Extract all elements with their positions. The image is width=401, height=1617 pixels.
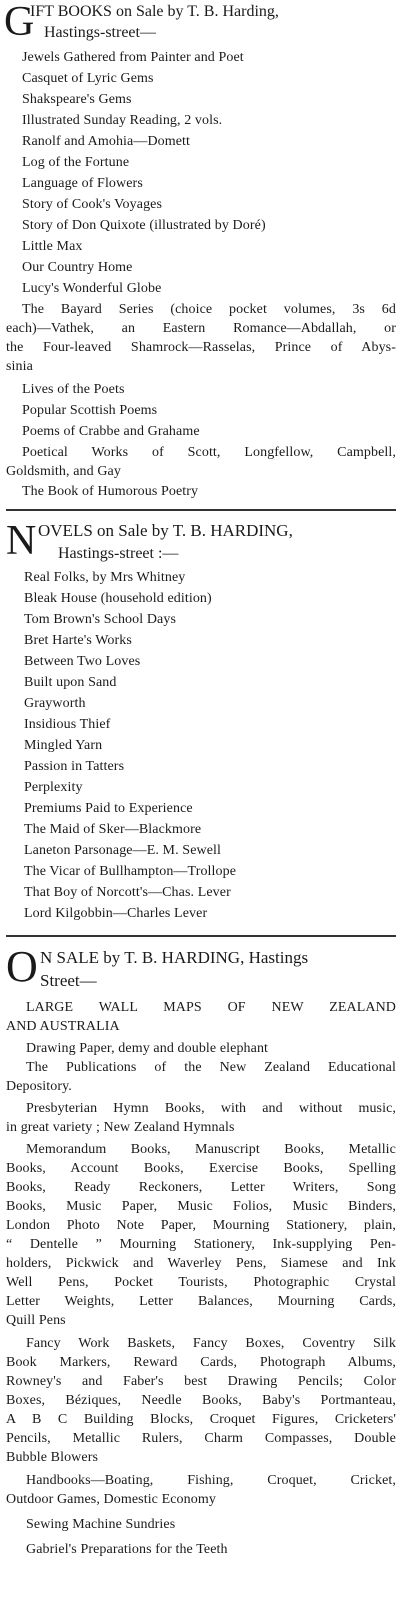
list-item: Premiums Paid to Experience <box>24 801 193 816</box>
paragraph-line: Books, Account Books, Exercise Books, Spelling <box>6 1161 396 1176</box>
paragraph-line: Presbyterian Hymn Books, with and without music, <box>26 1101 396 1116</box>
paragraph-line: Outdoor Games, Domestic Economy <box>6 1492 216 1507</box>
paragraph-line: LARGE WALL MAPS OF NEW ZEALAND <box>26 1000 396 1015</box>
paragraph-line: Depository. <box>6 1079 72 1094</box>
drop-cap: N <box>6 518 37 564</box>
list-item: Mingled Yarn <box>24 738 103 753</box>
list-item: Lord Kilgobbin—Charles Lever <box>24 906 208 921</box>
paragraph-line: Boxes, Béziques, Needle Books, Baby's Portmanteau, <box>6 1393 396 1408</box>
paragraph-line: Well Pens, Pocket Tourists, Photographic Crystal <box>6 1275 396 1290</box>
list-item: Ranolf and Amohia—Domett <box>22 134 191 149</box>
paragraph-line: The Bayard Series (choice pocket volumes, 3s 6d <box>22 302 396 317</box>
list-item: Between Two Loves <box>24 654 141 669</box>
paragraph-line: Books, Music Paper, Music Folios, Music Binders, <box>6 1199 396 1214</box>
stationery-advert <box>0 943 401 1617</box>
list-item: Casquet of Lyric Gems <box>22 71 154 86</box>
list-item: Lives of the Poets <box>22 382 125 397</box>
list-item: Tom Brown's School Days <box>24 612 177 627</box>
paragraph-line: Quill Pens <box>6 1313 66 1328</box>
list-item: Popular Scottish Poems <box>22 403 158 418</box>
paragraph-line: in great variety ; New Zealand Hymnals <box>6 1120 235 1135</box>
advert-heading: N SALE by T. B. HARDING, Hastings <box>40 948 309 967</box>
list-item: Illustrated Sunday Reading, 2 vols. <box>22 113 223 128</box>
list-item: The Book of Humorous Poetry <box>22 484 199 499</box>
paragraph-line: Rowney's and Faber's best Drawing Pencils; Color <box>6 1374 396 1389</box>
advert-subheading: Hastings-street :— <box>58 545 179 562</box>
list-item: Poems of Crabbe and Grahame <box>22 424 200 439</box>
paragraph-line: Memorandum Books, Manuscript Books, Metallic <box>26 1142 396 1157</box>
list-item: Log of the Fortune <box>22 155 130 170</box>
paragraph-line: Book Markers, Reward Cards, Photograph Albums, <box>6 1355 396 1370</box>
paragraph-line: sinia <box>6 359 33 374</box>
paragraph-line: Books, Ready Reckoners, Letter Writers, Song <box>6 1180 396 1195</box>
list-item: Shakspeare's Gems <box>22 92 132 107</box>
list-item: Little Max <box>22 239 83 254</box>
drop-cap: G <box>4 0 35 45</box>
paragraph-line: Letter Weights, Letter Balances, Mourning Cards, <box>6 1294 396 1309</box>
advert-heading: OVELS on Sale by T. B. HARDING, <box>38 521 293 540</box>
paragraph-line: Goldsmith, and Gay <box>6 464 121 479</box>
paragraph-line: Poetical Works of Scott, Longfellow, Campbell, <box>22 445 396 460</box>
paragraph-line: Fancy Work Baskets, Fancy Boxes, Coventry Silk <box>26 1336 396 1351</box>
advert-subheading: Street— <box>40 971 97 990</box>
novels-advert <box>0 515 401 921</box>
advert-subheading: Hastings-street— <box>44 24 156 41</box>
list-item: The Vicar of Bullhampton—Trollope <box>24 864 237 879</box>
list-item: That Boy of Norcott's—Chas. Lever <box>24 885 231 900</box>
paragraph-line: Handbooks—Boating, Fishing, Croquet, Cricket, <box>26 1473 396 1488</box>
list-item: Bleak House (household edition) <box>24 591 212 606</box>
list-item: Lucy's Wonderful Globe <box>22 281 162 296</box>
advert-heading: IFT BOOKS on Sale by T. B. Harding, <box>30 3 279 20</box>
paragraph-line: holders, Pickwick and Waverley Pens, Siamese and Ink <box>6 1256 396 1271</box>
paragraph-line: “ Dentelle ” Mourning Stationery, Ink-supplying Pen- <box>6 1237 396 1252</box>
paragraph-line: London Photo Note Paper, Mourning Stationery, plain, <box>6 1218 396 1233</box>
list-item: Our Country Home <box>22 260 133 275</box>
paragraph-line: The Publications of the New Zealand Educational <box>26 1060 396 1075</box>
paragraph-line: Pencils, Metallic Rulers, Charm Compasses, Double <box>6 1431 396 1446</box>
paragraph-line: Gabriel's Preparations for the Teeth <box>26 1542 228 1557</box>
list-item: Perplexity <box>24 780 83 795</box>
list-item: The Maid of Sker—Blackmore <box>24 822 202 837</box>
gift-books-advert <box>0 0 401 504</box>
list-item: Story of Don Quixote (illustrated by Doré) <box>22 218 266 233</box>
list-item: Passion in Tatters <box>24 759 125 774</box>
list-item: Laneton Parsonage—E. M. Sewell <box>24 843 222 858</box>
list-item: Built upon Sand <box>24 675 117 690</box>
list-item: Story of Cook's Voyages <box>22 197 163 212</box>
list-item: Jewels Gathered from Painter and Poet <box>22 50 244 65</box>
paragraph-line: A B C Building Blocks, Croquet Figures, Cricketers' <box>6 1412 396 1427</box>
list-item: Insidious Thief <box>24 717 111 732</box>
paragraph-line: Sewing Machine Sundries <box>26 1517 176 1532</box>
divider-rule <box>6 935 396 937</box>
list-item: Bret Harte's Works <box>24 633 132 648</box>
list-item: Real Folks, by Mrs Whitney <box>24 570 186 585</box>
paragraph-line: AND AUSTRALIA <box>6 1019 120 1034</box>
list-item: Grayworth <box>24 696 86 711</box>
list-item: Language of Flowers <box>22 176 143 191</box>
paragraph-line: each)—Vathek, an Eastern Romance—Abdallah, or <box>6 321 396 336</box>
paragraph-line: the Four-leaved Shamrock—Rasselas, Prince of Abys- <box>6 340 396 355</box>
paragraph-line: Drawing Paper, demy and double elephant <box>26 1041 269 1056</box>
drop-cap: O <box>6 942 38 991</box>
paragraph-line: Bubble Blowers <box>6 1450 99 1465</box>
divider-rule <box>6 509 396 511</box>
